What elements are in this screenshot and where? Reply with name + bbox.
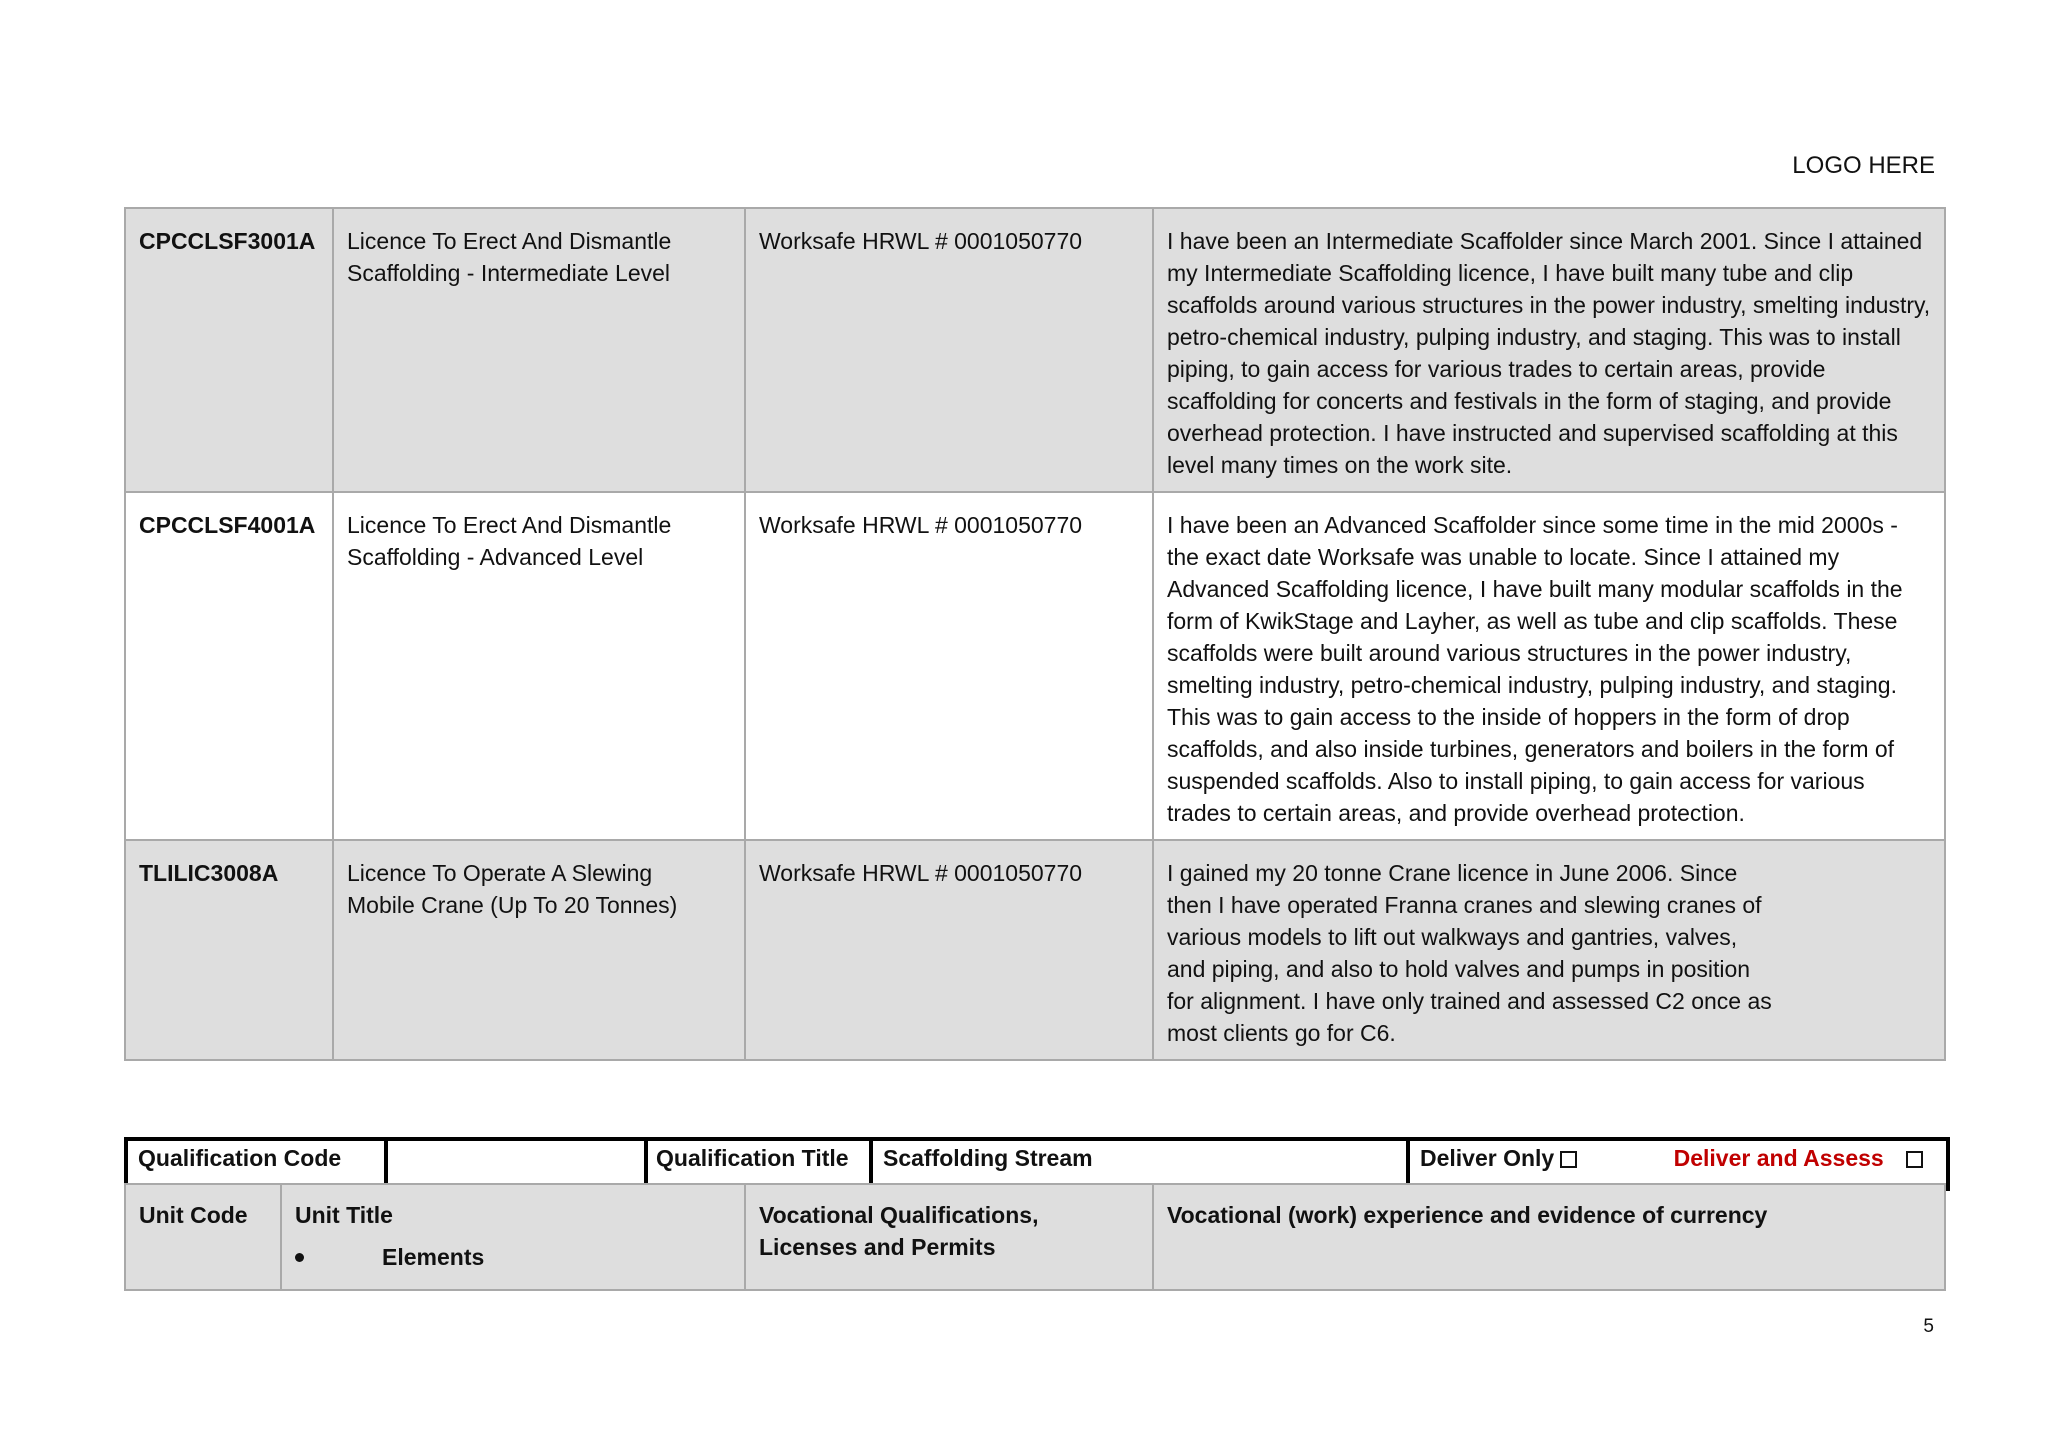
qualification-title-value: Scaffolding Stream <box>871 1139 1408 1189</box>
unit-code: TLILIC3008A <box>125 840 333 1060</box>
bullet-icon <box>295 1253 304 1262</box>
logo-placeholder: LOGO HERE <box>1792 152 1935 179</box>
unit-code: CPCCLSF4001A <box>125 492 333 840</box>
unit-title: Licence To Erect And Dismantle Scaffolding - Intermediate Level <box>333 208 745 492</box>
page-number: 5 <box>1923 1316 1934 1337</box>
experience-header: Vocational (work) experience and evidence of currency <box>1153 1184 1945 1290</box>
units-table <box>124 207 1946 1061</box>
experience-evidence: I gained my 20 tonne Crane licence in June 2006. Since then I have operated Franna cranes and slewing cranes of various models to lift out walkways and gantries, valves, and piping, and also to hold valves and pumps in position for alignment. I have only trained and assessed C2 once as most clients go for C6. <box>1153 840 1945 1060</box>
table-row <box>125 208 1945 492</box>
unit-title: Licence To Erect And Dismantle Scaffolding - Advanced Level <box>333 492 745 840</box>
qualification-code-field[interactable] <box>386 1139 646 1189</box>
table-row <box>125 840 1945 1060</box>
delivery-options <box>1408 1139 1948 1189</box>
licence-number: Worksafe HRWL # 0001050770 <box>745 208 1153 492</box>
deliver-and-assess-label: Deliver and Assess <box>1673 1145 1884 1171</box>
unit-title-header-label: Unit Title <box>295 1202 393 1228</box>
deliver-only-label: Deliver Only <box>1420 1145 1555 1171</box>
unit-title-header <box>281 1184 745 1290</box>
experience-evidence: I have been an Intermediate Scaffolder since March 2001. Since I attained my Intermediate Scaffolding licence, I have built many tube and clip scaffolds around various structures in the power industry, smelting industry, petro-chemical industry, pulping industry, and staging. This was to install piping, to gain access for various trades to certain areas, provide scaffolding for concerts and festivals in the form of staging, and provide overhead protection. I have instructed and supervised scaffolding at this level many times on the work site. <box>1153 208 1945 492</box>
qualification-row <box>126 1139 1948 1189</box>
unit-code-header: Unit Code <box>125 1184 281 1290</box>
vocational-quals-header: Vocational Qualifications, Licenses and Permits <box>745 1184 1153 1290</box>
experience-evidence: I have been an Advanced Scaffolder since some time in the mid 2000s - the exact date Worksafe was unable to locate. Since I attained my Advanced Scaffolding licence, I have built many modular scaffolds in the form of KwikStage and Layher, as well as tube and clip scaffolds. These scaffolds were built around various structures in the power industry, smelting industry, petro-chemical industry, pulping industry, and staging. This was to gain access to the inside of hoppers in the form of drop scaffolds, and also inside turbines, generators and boilers in the form of suspended scaffolds. Also to install piping, to gain access for various trades to certain areas, and provide overhead protection. <box>1153 492 1945 840</box>
column-header-row <box>125 1184 1945 1290</box>
unit-code: CPCCLSF3001A <box>125 208 333 492</box>
qualification-title-label: Qualification Title <box>646 1139 871 1189</box>
licence-number: Worksafe HRWL # 0001050770 <box>745 840 1153 1060</box>
deliver-and-assess-checkbox[interactable] <box>1906 1151 1923 1168</box>
deliver-only-checkbox[interactable] <box>1560 1151 1577 1168</box>
column-header-table <box>124 1183 1946 1291</box>
qualification-code-label: Qualification Code <box>126 1139 386 1189</box>
table-row <box>125 492 1945 840</box>
elements-bullet <box>295 1241 732 1273</box>
licence-number: Worksafe HRWL # 0001050770 <box>745 492 1153 840</box>
unit-title: Licence To Operate A Slewing Mobile Crane (Up To 20 Tonnes) <box>333 840 745 1060</box>
elements-label: Elements <box>382 1244 485 1270</box>
